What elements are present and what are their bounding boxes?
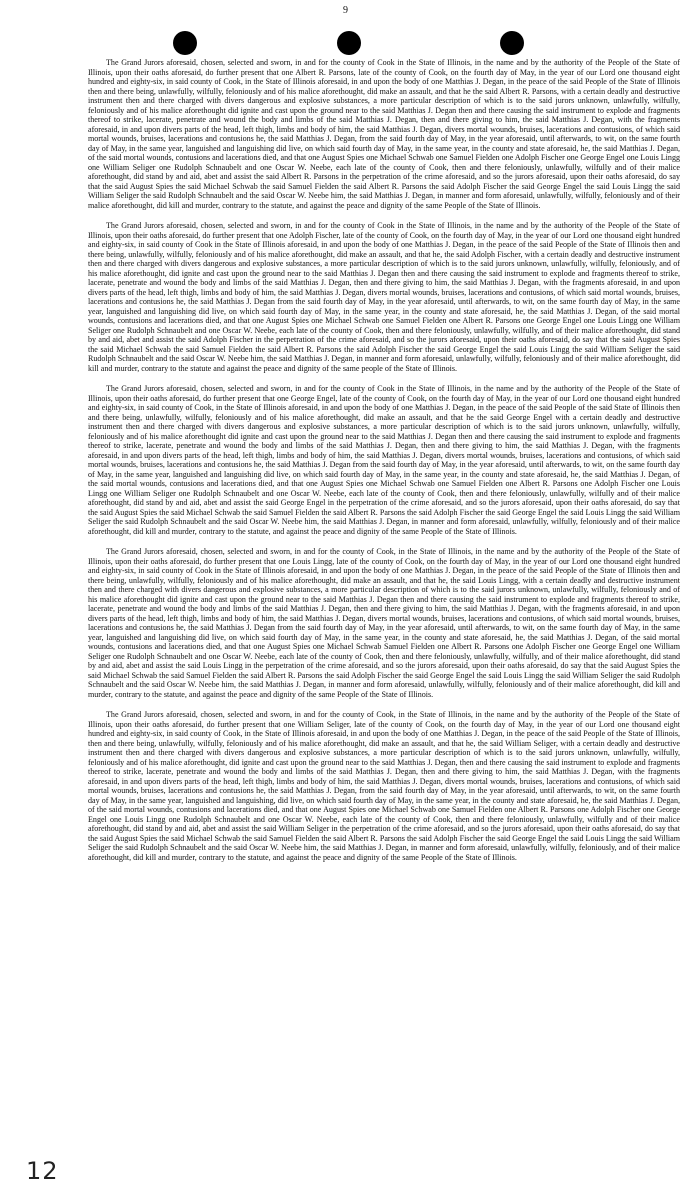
- punch-hole-left: [173, 31, 197, 55]
- page-number: 9: [343, 5, 348, 16]
- indictment-count-lingg: The Grand Jurors aforesaid, chosen, selected and sworn, in and for the county of Cook, in the State of Illinois, in the name and by the authority of the People of the State of Illinois, upon their oaths aforesaid, do further present that one Louis Lingg, late of the county of Cook, on the fourth day of May, in the year of our Lord one thousand eight hundred and eighty-six, in said county of Cook in the State of Illinois aforesaid, in and upon the body of one Matthias J. Degan, in the peace of the said People of the State of Illinois then and there being, unlawfully, wilfully, feloniously and of his malice aforethought, did make an assault, and that he, the said Louis Lingg, with a certain deadly and destructive instrument then and there charged with divers dangerous and explosive substances, a more particular description of which is to the said jurors unknown, unlawfully, wilfully, feloniously and of his malice aforethought did ignite and cast upon the ground near to the said Matthias J. Degan then and there causing the said instrument to explode and fragments thereof to strike, lacerate, penetrate and wound the body and limbs of the said Matthias J. Degan, then and there giving to him, the said Matthias J. Degan, with the fragments aforesaid, in and upon divers parts of the head, left thigh, limbs and body of him, the said Matthias J. Degan, divers mortal wounds, bruises, lacerations and contusions, of which said mortal wounds, bruises, lacerations and contusions he, the said Matthias J. Degan from the said fourth day of May, in the year aforesaid, until afterwards, to wit, on the same fourth day of May, in the same year, languished and languishing did live, on which said fourth day of May, in the same year, in the county and state aforesaid, he, the said Matthias J. Degan, of the said mortal wounds, contusions and lacerations died, and that one August Spies one Michael Schwab Samuel Fielden one Albert R. Parsons one Adolph Fischer one George Engel one William Seliger one Rudolph Schnaubelt and one Oscar W. Neebe, each late of the county of Cook, then and there feloniously, unlawfully, wilfully, and of their malice aforethought, did stand by and aid, abet and assist the said Louis Lingg in the perpetration of the crime aforesaid, and so the jurors aforesaid, upon their oaths aforesaid, do say that the said August Spies the said Michael Schwab the said Samuel Fielden the said Albert R. Parsons the said Adolph Fischer the said George Engel the said Louis Lingg the said William Seliger the said Rudolph Schnaubelt and the said Oscar W. Neebe him, the said Matthias J. Degan, in manner and form aforesaid, unlawfully, wilfully, feloniously and of their malice aforethought, did kill and murder, contrary to the statute, and against the peace and dignity of the same People of the State of Illinois.: [88, 547, 680, 699]
- handwritten-sheet-number: 12: [26, 1157, 59, 1185]
- indictment-count-fischer: The Grand Jurors aforesaid, chosen, selected and sworn, in and for the county of Cook in the State of Illinois, in the name and by the authority of the People of the State of Illinois, upon their oaths aforesaid, do further present that one Adolph Fischer, late of the county of Cook, on the fourth day of May, in the year of our Lord one thousand eight hundred and eighty-six, in said county of Cook in the State of Illinois aforesaid, in and upon the body of one Matthias J. Degan, in the peace of the said People of the State of Illinois then and there being, unlawfully, wilfully, feloniously and of his malice aforethought, did make an assault, and that he, the said Adolph Fischer, with a certain deadly and destructive instrument then and there charged with divers dangerous and explosive substances, a more particular description of which is to the said jurors unknown, unlawfully, wilfully, feloniously, and of his malice aforethought, did ignite and cast upon the ground near to the said Matthias J. Degan then and there causing the said instrument to explode and fragments thereof to strike, lacerate, penetrate and wound the body and limbs of the said Matthias J. Degan, then and there giving to him, the said Matthias J. Degan, with the fragments aforesaid, in and upon divers parts of the head, left thigh, limbs and body of him, the said Matthias J. Degan, divers mortal wounds, bruises, lacerations and contusions, of which said mortal wounds, bruises, lacerations and contusions he, the said Matthias J. Degan from the said fourth day of May, in the year aforesaid, until afterwards, to wit, on the same fourth day of May, in the same year, languished and languishing did live, on which said fourth day of May, in the same year, in the county and state aforesaid, he, the said Matthias J. Degan, of the said mortal wounds, contusions and lacerations died, and that one August Spies one Michael Schwab one Samuel Fielden one Albert R. Parsons one George Engel one Louis Lingg one William Seliger one Rudolph Schnaubelt and one Oscar W. Neebe, each late of the county of Cook, then and there feloniously, unlawfully, wilfully, and of their malice aforethought, did stand by and aid, abet and assist the said Adolph Fischer in the perpetration of the crime aforesaid, and so the jurors aforesaid, upon their oaths aforesaid, do say that the said August Spies the said Michael Schwab the said Samuel Fielden the said Albert R. Parsons the said Adolph Fischer the said George Engel the said Louis Lingg the said William Seliger the said Rudolph Schnaubelt and the said Oscar W. Neebe him, the said Matthias J. Degan, in manner and form aforesaid, unlawfully, wilfully, feloniously and of their malice aforethought, did kill and murder, contrary to the statute and against the peace and dignity of the same people of the State of Illinois.: [88, 221, 680, 373]
- indictment-count-parsons: The Grand Jurors aforesaid, chosen, selected and sworn, in and for the county of Cook in the State of Illinois, in the name and by the authority of the People of the State of Illinois, upon their oaths aforesaid, do further present that one Albert R. Parsons, late of the county of Cook, on the fourth day of May, in the year of our Lord one thousand eight hundred and eighty-six, in said county of Cook, in the State of Illinois aforesaid, in and upon the body of one Matthias J. Degan, in the peace of the said People of the State of Illinois then and there being, unlawfully, wilfully, feloniously and of his malice aforethought, did make an assault, and that he the said Albert R. Parsons, with a certain deadly and destructive instrument then and there charged with divers dangerous and explosive substances, a more particular description of which is to the said jurors unknown, unlawfully, wilfully, feloniously and of his malice aforethought did ignite and cast upon the ground near to the said Matthias J. Degan then and there causing the said instrument to explode and fragments thereof to strike, lacerate, penetrate and wound the body and limbs of the said Matthias J. Degan, then and there giving to him, the said Matthias J. Degan, with the fragments aforesaid, in and upon divers parts of the head, left thigh, limbs and body of him, the said Matthias J. Degan, divers mortal wounds, bruises, lacerations and contusions, of which said mortal wounds, bruises, lacerations and contusions he, the said Matthias J. Degan, from the said fourth day of May, in the year aforesaid, until afterwards, to wit, on the same fourth day of May, in the same year, languished and languishing did live, on which said fourth day of May, in the same year, in the county and state aforesaid, he, the said Matthias J. Degan, of the said mortal wounds, contusions and lacerations died, and that one August Spies one Michael Schwab one Samuel Fielden one Adolph Fischer one George Engel one Louis Lingg one William Seliger one Rudolph Schnaubelt and one Oscar W. Neebe, each late of the county of Cook, then and there feloniously, unlawfully, wilfully and of their malice aforethought, did stand by and aid, abet and assist the said Albert R. Parsons in the perpetration of the crime aforesaid, and so the jurors aforesaid, upon their oaths aforesaid, do say that the said August Spies the said Michael Schwab the said Samuel Fielden the said Albert R. Parsons the said Adolph Fischer the said George Engel the said Louis Lingg the said William Seliger the said Rudolph Schnaubelt and the said Oscar W. Neebe him, the said Matthias J. Degan, in manner and form aforesaid, unlawfully, wilfully, feloniously and of their malice aforethought, did kill and murder, contrary to the statute, and against the peace and dignity of the same People of the State of Illinois.: [88, 58, 680, 210]
- indictment-count-engel: The Grand Jurors aforesaid, chosen, selected and sworn, in and for the county of Cook in the State of Illinois, in the name and by the authority of the People of the State of Illinois, upon their oaths aforesaid, do further present that one George Engel, late of the county of Cook, on the fourth day of May, in the year of our Lord one thousand eight hundred and eighty-six, in said county of Cook, in the State of Illinois aforesaid, in and upon the body of one Matthias J. Degan, in the peace of the said People of the said State of Illinois then and there being, unlawfully, wilfully, feloniously and of his malice aforethought, did make an assault, and that he the said George Engel with a certain deadly and destructive instrument then and there charged with divers dangerous and explosive substances, a more particular description of which is to the said jurors unknown, unlawfully, wilfully, feloniously and of his malice aforethought did ignite and cast upon the ground near to the said Matthias J. Degan then and there causing the said instrument to explode and fragments thereof to strike, lacerate, penetrate and wound the body and limbs of the said Matthias J. Degan, then and there giving to him, the said Matthias J. Degan, with the fragments aforesaid, in and upon divers parts of the head, left thigh, limbs and body of him, the said Matthias J. Degan, divers mortal wounds, bruises, lacerations and contusions, of which said mortal wounds, bruises, lacerations and contusions he, the said Matthias J. Degan from the said fourth day of May, in the year aforesaid, until afterwards, to wit, on the same fourth day of May, in the same year, languished and languishing did live, on which said fourth day of May, in the same year, in the county and state aforesaid, he, the said Matthias J. Degan, of the said mortal wounds, contusions and lacerations died, and that one August Spies one Michael Schwab one Samuel Fielden one Albert R. Parsons one Adolph Fischer one Louis Lingg one William Seliger one Rudolph Schnaubelt and one Oscar W. Neebe, each late of the county of Cook, then and there feloniously, unlawfully, wilfully and of their malice aforethought, did stand by and aid, abet and assist the said George Engel in the perpetration of the crime aforesaid, and so the jurors aforesaid, upon their oaths aforesaid, do say that the said August Spies the said Michael Schwab the said Samuel Fielden the said Albert R. Parsons the said Adolph Fischer the said George Engel the said Louis Lingg the said William Seliger the said Rudolph Schnaubelt and the said Oscar W. Neebe him, the said Matthias J. Degan, in manner and form aforesaid, unlawfully, wilfully, feloniously and of their malice aforethought, did kill and murder, contrary to the statute, and against the peace and dignity of the same People of the State of Illinois.: [88, 384, 680, 536]
- indictment-count-seliger: The Grand Jurors aforesaid, chosen, selected and sworn, in and for the county of Cook, in the State of Illinois, in the name and by the authority of the People of the State of Illinois, upon their oaths aforesaid, do further present that one William Seliger, late of the county of Cook, on the fourth day of May, in the year of our Lord one thousand eight hundred and eighty-six, in said county of Cook, in the State of Illinois aforesaid, in and upon the body of one Matthias J. Degan, in the peace of the said People of the State of Illinois, then and there being, unlawfully, wilfully, feloniously and of his malice aforethought, did make an assault, and that he, the said William Seliger, with a certain deadly and destructive instrument then and there charged with divers dangerous and explosive substances, a more particular description of which is to the said jurors unknown, unlawfully, wilfully, feloniously and of his malice aforethought, did ignite and cast upon the ground near to the said Matthias J. Degan, then and there causing the said instrument to explode and fragments thereof to strike, lacerate, penetrate and wound the body and limbs of the said Matthias J. Degan, then and there giving to him, the said Matthias J. Degan, with the fragments aforesaid, in and upon divers parts of the head, left thigh, limbs and body of him, the said Matthias J. Degan, divers mortal wounds, bruises, lacerations and contusions, of which said mortal wounds, bruises, lacerations and contusions he, the said Matthias J. Degan, from the said fourth day of May, in the year aforesaid, until afterwards, to wit, on the same fourth day of May, in the same year, languished and languishing, did live, on which said fourth day of May, in the same year, in the county and state aforesaid, he, the said Matthias J. Degan, of the said mortal wounds, contusions and lacerations died, and that one August Spies one Michael Schwab one Samuel Fielden one Albert R. Parsons one Adolph Fischer one George Engel one Louis Lingg one Rudolph Schnaubelt and one Oscar W. Neebe, each late of the county of Cook, then and there feloniously, unlawfully, wilfully and of their malice aforethought, did stand by and aid, abet and assist the said William Seliger in the perpetration of the crime aforesaid, and so the jurors aforesaid, upon their oaths aforesaid, do say that the said August Spies the said Michael Schwab the said Samuel Fielden the said Albert R. Parsons the said Adolph Fischer the said George Engel the said Louis Lingg the said William Seliger the said Rudolph Schnaubelt and the said Oscar W. Neebe him, the said Matthias J. Degan, in manner and form aforesaid, unlawfully, wilfully, feloniously, and of their malice aforethought, did kill and murder, contrary to the statute, and against the peace and dignity of the same People of the State of Illinois.: [88, 710, 680, 862]
- indictment-text-body: [88, 58, 680, 1168]
- punch-hole-right: [500, 31, 524, 55]
- punch-hole-center: [337, 31, 361, 55]
